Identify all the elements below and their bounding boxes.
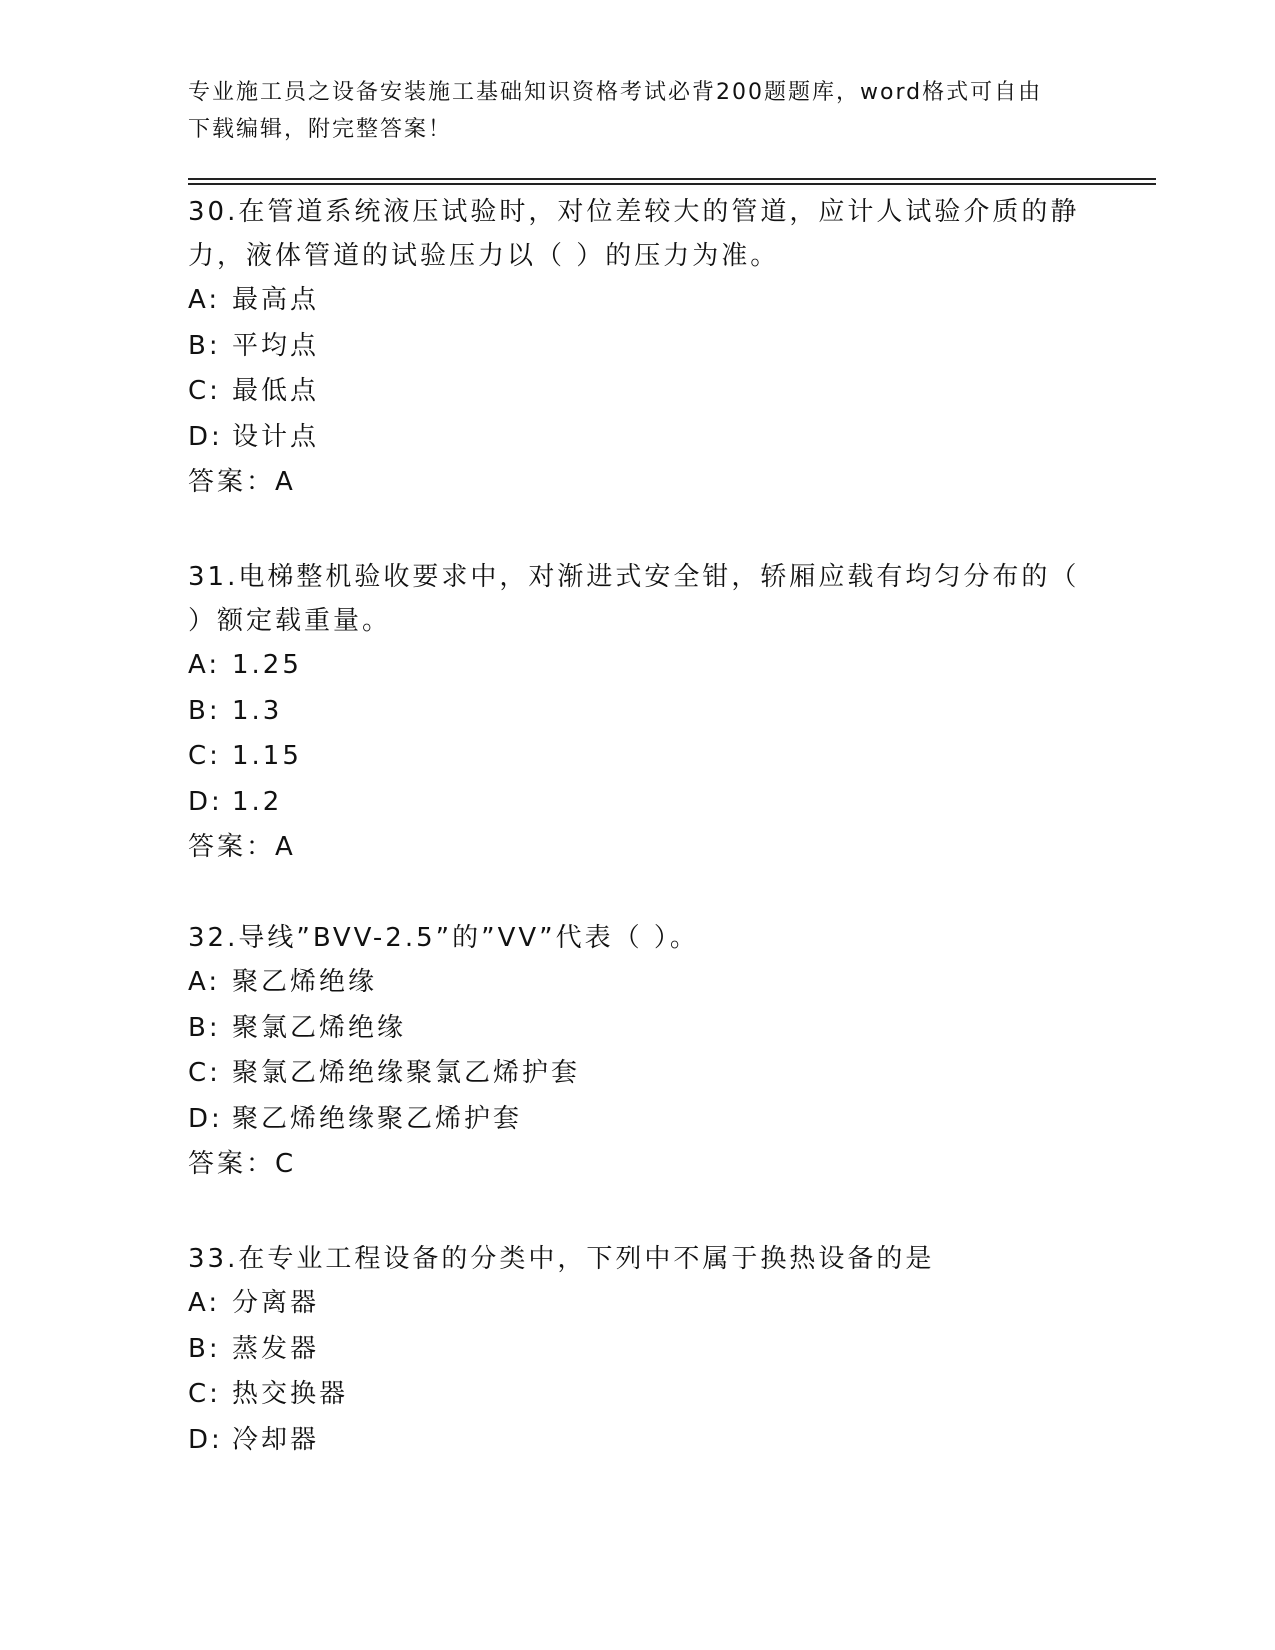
question-stem-line: 31.电梯整机验收要求中，对渐进式安全钳，轿厢应载有均匀分布的（ bbox=[188, 562, 1080, 592]
option-letter: D: bbox=[188, 1103, 223, 1134]
question-32 bbox=[188, 916, 1088, 1186]
question-33 bbox=[188, 1237, 1088, 1463]
option-d bbox=[188, 1097, 1088, 1143]
option-text: 1.15 bbox=[232, 741, 302, 771]
option-b bbox=[188, 1327, 1088, 1373]
option-a bbox=[188, 278, 1088, 324]
document-header bbox=[188, 74, 1088, 148]
option-letter: A: bbox=[188, 650, 221, 680]
option-letter: C: bbox=[188, 741, 221, 771]
option-text: 平均点 bbox=[232, 330, 320, 361]
option-letter: A: bbox=[188, 285, 221, 315]
option-b bbox=[188, 324, 1088, 370]
header-line-1: 专业施工员之设备安装施工基础知识资格考试必背200题题库，word格式可自由 bbox=[188, 80, 1043, 105]
question-stem-line: ）额定载重量。 bbox=[188, 606, 392, 636]
option-text: 热交换器 bbox=[232, 1379, 349, 1409]
option-letter: B: bbox=[188, 695, 221, 726]
header-divider-top bbox=[188, 178, 1156, 180]
option-a bbox=[188, 960, 1088, 1006]
option-text: 最高点 bbox=[232, 285, 320, 315]
question-stem-line: 32.导线”BVV-2.5”的”VV”代表（ ）。 bbox=[188, 923, 699, 953]
option-c bbox=[188, 369, 1088, 415]
option-letter: D: bbox=[188, 786, 223, 817]
answer: 答案：A bbox=[188, 467, 296, 497]
option-text: 聚乙烯绝缘聚乙烯护套 bbox=[232, 1103, 523, 1134]
option-text: 最低点 bbox=[232, 376, 320, 406]
option-text: 聚氯乙烯绝缘 bbox=[232, 1012, 407, 1043]
question-stem-line: 33.在专业工程设备的分类中，下列中不属于换热设备的是 bbox=[188, 1244, 935, 1274]
option-a bbox=[188, 643, 1088, 689]
option-d bbox=[188, 1418, 1088, 1464]
option-text: 1.25 bbox=[232, 650, 302, 680]
answer: 答案：C bbox=[188, 1149, 297, 1179]
option-letter: A: bbox=[188, 1288, 221, 1318]
option-c bbox=[188, 1372, 1088, 1418]
option-d bbox=[188, 780, 1088, 826]
option-b bbox=[188, 689, 1088, 735]
header-divider-bottom bbox=[188, 183, 1156, 185]
option-letter: D: bbox=[188, 421, 223, 452]
option-a bbox=[188, 1281, 1088, 1327]
answer: 答案：A bbox=[188, 832, 296, 862]
option-letter: D: bbox=[188, 1424, 223, 1455]
option-d bbox=[188, 415, 1088, 461]
option-text: 冷却器 bbox=[232, 1424, 320, 1455]
question-stem-line: 力，液体管道的试验压力以（ ）的压力为准。 bbox=[188, 241, 780, 271]
option-b bbox=[188, 1006, 1088, 1052]
option-letter: A: bbox=[188, 967, 221, 997]
question-stem-line: 30.在管道系统液压试验时，对位差较大的管道，应计人试验介质的静 bbox=[188, 197, 1080, 227]
option-letter: B: bbox=[188, 330, 221, 361]
option-letter: B: bbox=[188, 1333, 221, 1364]
option-text: 设计点 bbox=[232, 421, 320, 452]
option-letter: B: bbox=[188, 1012, 221, 1043]
option-text: 1.3 bbox=[232, 695, 283, 726]
option-text: 蒸发器 bbox=[232, 1333, 320, 1364]
option-text: 1.2 bbox=[232, 786, 283, 817]
question-31 bbox=[188, 555, 1088, 869]
option-text: 分离器 bbox=[232, 1288, 320, 1318]
option-c bbox=[188, 734, 1088, 780]
option-letter: C: bbox=[188, 1379, 221, 1409]
header-line-2: 下载编辑，附完整答案！ bbox=[188, 117, 453, 142]
option-text: 聚氯乙烯绝缘聚氯乙烯护套 bbox=[232, 1058, 581, 1088]
option-text: 聚乙烯绝缘 bbox=[232, 967, 378, 997]
option-letter: C: bbox=[188, 1058, 221, 1088]
option-c bbox=[188, 1051, 1088, 1097]
option-letter: C: bbox=[188, 376, 221, 406]
question-30 bbox=[188, 190, 1088, 504]
